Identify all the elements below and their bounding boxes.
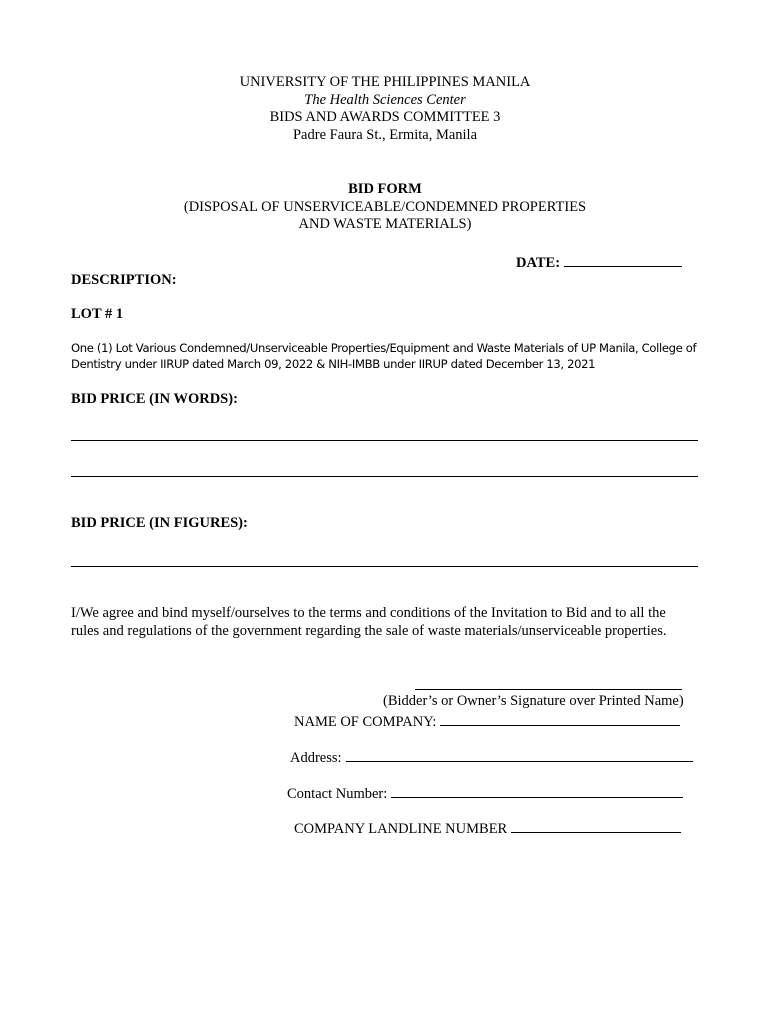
company-name-field[interactable] [294, 711, 680, 731]
address-blank[interactable] [346, 747, 693, 762]
form-subtitle-line2: AND WASTE MATERIALS) [298, 216, 472, 232]
date-field[interactable] [516, 252, 682, 272]
committee-name: BIDS AND AWARDS COMMITTEE 3 [269, 109, 501, 125]
signature-caption: (Bidder’s or Owner’s Signature over Printed Name) [383, 693, 684, 709]
contact-number-field[interactable] [287, 783, 683, 803]
date-blank[interactable] [564, 252, 682, 267]
contact-number-label: Contact Number: [287, 786, 388, 802]
bid-price-words-label: BID PRICE (IN WORDS): [71, 391, 238, 407]
bid-price-figures-line[interactable] [71, 566, 698, 567]
address-label: Address: [290, 750, 342, 766]
company-name-label: NAME OF COMPANY: [294, 714, 437, 730]
lot-description-line2: Dentistry under IIRUP dated March 09, 2022 & NIH-IMBB under IIRUP dated December 13, 2021 [71, 357, 596, 371]
lot-description-line1: One (1) Lot Various Condemned/Unserviceable Properties/Equipment and Waste Materials of UP Manila, College of [71, 341, 697, 355]
center-name: The Health Sciences Center [304, 92, 466, 108]
form-subtitle-line1: (DISPOSAL OF UNSERVICEABLE/CONDEMNED PROPERTIES [183, 199, 587, 215]
landline-field[interactable] [294, 818, 681, 838]
agreement-line2: rules and regulations of the government regarding the sale of waste materials/unserviceable properties. [71, 623, 667, 639]
lot-label: LOT # 1 [71, 306, 124, 322]
landline-blank[interactable] [511, 818, 681, 833]
address-field[interactable] [290, 747, 693, 767]
form-title: BID FORM [348, 181, 422, 197]
university-name: UNIVERSITY OF THE PHILIPPINES MANILA [239, 74, 531, 90]
bid-price-words-line-1[interactable] [71, 440, 698, 441]
office-address: Padre Faura St., Ermita, Manila [292, 127, 478, 143]
description-label: DESCRIPTION: [71, 272, 177, 288]
date-label: DATE: [516, 255, 561, 271]
signature-line[interactable] [415, 689, 682, 690]
company-name-blank[interactable] [440, 711, 680, 726]
bid-price-words-line-2[interactable] [71, 476, 698, 477]
agreement-line1: I/We agree and bind myself/ourselves to the terms and conditions of the Invitation to Bid and to all the [71, 605, 666, 621]
landline-label: COMPANY LANDLINE NUMBER [294, 821, 508, 837]
bid-price-figures-label: BID PRICE (IN FIGURES): [71, 515, 248, 531]
contact-number-blank[interactable] [391, 783, 683, 798]
